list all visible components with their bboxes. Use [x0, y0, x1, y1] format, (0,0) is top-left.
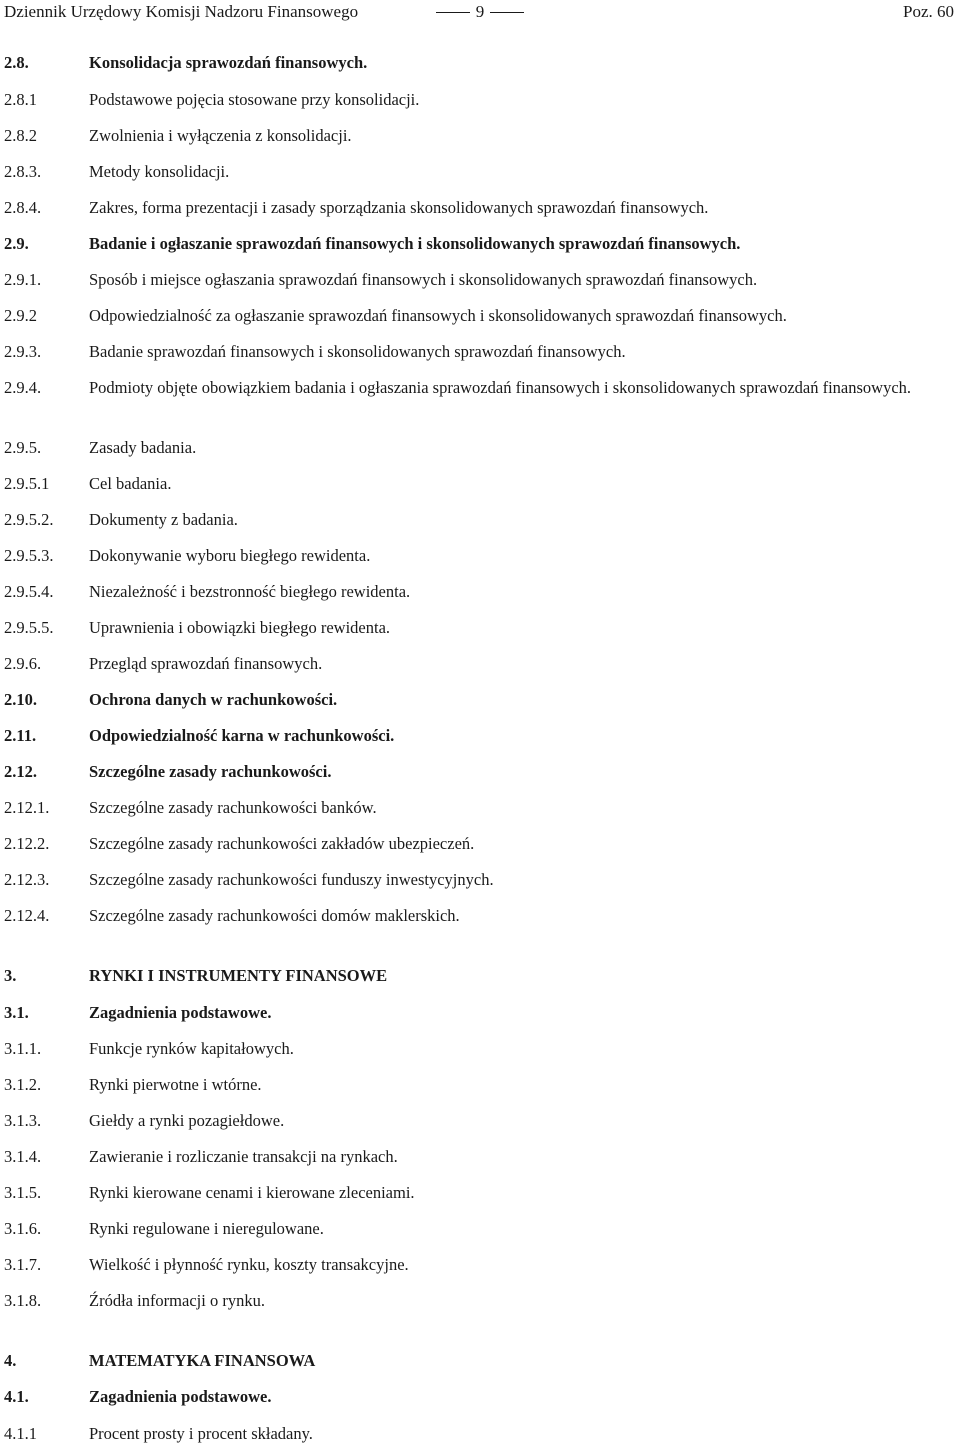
toc-entry-number: 2.8.2 — [4, 126, 37, 145]
toc-entry-number: 3.1.1. — [4, 1039, 42, 1058]
toc-entry-title: Rynki kierowane cenami i kierowane zleceniami. — [89, 1183, 415, 1202]
toc-entry-number: 2.8.3. — [4, 162, 42, 181]
toc-entry-number: 4.1.1 — [4, 1424, 37, 1443]
toc-entry-number: 3.1.7. — [4, 1255, 42, 1274]
toc-entry-title: Odpowiedzialność karna w rachunkowości. — [89, 726, 395, 745]
toc-entry-number: 2.9.5. — [4, 438, 42, 457]
toc-entry-number: 2.9.1. — [4, 270, 42, 289]
journal-title: Dziennik Urzędowy Komisji Nadzoru Finansowego — [4, 2, 359, 21]
toc-entry-number: 3.1.5. — [4, 1183, 42, 1202]
toc-entry-title: Wielkość i płynność rynku, koszty transakcyjne. — [89, 1255, 409, 1274]
toc-entry-number: 4.1. — [4, 1387, 29, 1406]
toc-entry-number: 2.12.2. — [4, 834, 50, 853]
toc-entry-title: Źródła informacji o rynku. — [89, 1291, 265, 1310]
toc-entry-title: Dokonywanie wyboru biegłego rewidenta. — [89, 546, 371, 565]
toc-entry-title: Odpowiedzialność za ogłaszanie sprawozdań finansowych i skonsolidowanych sprawozdań finansowych. — [89, 306, 787, 325]
toc-entry-title: Zawieranie i rozliczanie transakcji na rynkach. — [89, 1147, 398, 1166]
toc-entry-title: Szczególne zasady rachunkowości zakładów ubezpieczeń. — [89, 834, 475, 853]
toc-entry-title: Sposób i miejsce ogłaszania sprawozdań finansowych i skonsolidowanych sprawozdań finansowych. — [89, 270, 758, 289]
toc-entry-title: Zagadnienia podstawowe. — [89, 1387, 272, 1406]
toc-entry-title: Ochrona danych w rachunkowości. — [89, 690, 338, 709]
toc-entry-title: Szczególne zasady rachunkowości funduszy inwestycyjnych. — [89, 870, 494, 889]
toc-entry-title: Zwolnienia i wyłączenia z konsolidacji. — [89, 126, 352, 145]
toc-entry-number: 2.9.3. — [4, 342, 42, 361]
toc-entry-number: 2.9.4. — [4, 378, 42, 397]
toc-entry-number: 2.10. — [4, 690, 37, 709]
toc-entry-title: Cel badania. — [89, 474, 172, 493]
toc-entry-number: 2.12. — [4, 762, 37, 781]
toc-entry-number: 2.9.5.4. — [4, 582, 54, 601]
toc-entry-number: 3.1.2. — [4, 1075, 42, 1094]
toc-entry-title: Dokumenty z badania. — [89, 510, 238, 529]
toc-entry-title: Podmioty objęte obowiązkiem badania i ogłaszania sprawozdań finansowych i skonsolidowanych sprawozdań finansowych. — [89, 378, 912, 397]
toc-entry-number: 2.9.6. — [4, 654, 42, 673]
toc-entry-number: 2.9. — [4, 234, 29, 253]
toc-entry-number: 3.1.3. — [4, 1111, 42, 1130]
toc-entry-title: Podstawowe pojęcia stosowane przy konsolidacji. — [89, 90, 420, 109]
toc-entry-title: Funkcje rynków kapitałowych. — [89, 1039, 294, 1058]
toc-entry-title: Zagadnienia podstawowe. — [89, 1003, 272, 1022]
toc-entry-title: Procent prosty i procent składany. — [89, 1424, 313, 1443]
toc-entry-number: 2.9.5.3. — [4, 546, 54, 565]
toc-entry-title: Przegląd sprawozdań finansowych. — [89, 654, 323, 673]
toc-entry-title: Badanie sprawozdań finansowych i skonsolidowanych sprawozdań finansowych. — [89, 342, 626, 361]
toc-entry-number: 2.12.4. — [4, 906, 50, 925]
toc-entry-number: 2.9.5.2. — [4, 510, 54, 529]
toc-entry-title: Niezależność i bezstronność biegłego rewidenta. — [89, 582, 411, 601]
toc-entry-title: Badanie i ogłaszanie sprawozdań finansowych i skonsolidowanych sprawozdań finansowych. — [89, 234, 741, 253]
toc-entry-title: Konsolidacja sprawozdań finansowych. — [89, 53, 368, 72]
toc-entry-number: 2.8. — [4, 53, 29, 72]
toc-entry-number: 3.1.8. — [4, 1291, 42, 1310]
toc-entry-number: 2.11. — [4, 726, 37, 745]
toc-entry-title: Zasady badania. — [89, 438, 197, 457]
toc-entry-title: Giełdy a rynki pozagiełdowe. — [89, 1111, 285, 1130]
position-number: Poz. 60 — [903, 2, 954, 21]
toc-entry-title: RYNKI I INSTRUMENTY FINANSOWE — [89, 966, 388, 985]
toc-entry-number: 2.9.5.1 — [4, 474, 50, 493]
toc-entry-title: Rynki pierwotne i wtórne. — [89, 1075, 262, 1094]
toc-entry-number: 2.12.1. — [4, 798, 50, 817]
toc-entry-title: Szczególne zasady rachunkowości domów maklerskich. — [89, 906, 460, 925]
toc-entry-number: 2.12.3. — [4, 870, 50, 889]
toc-entry-title: Szczególne zasady rachunkowości banków. — [89, 798, 377, 817]
toc-entry-number: 4. — [4, 1351, 17, 1370]
toc-entry-number: 2.8.4. — [4, 198, 42, 217]
toc-entry-title: Szczególne zasady rachunkowości. — [89, 762, 332, 781]
toc-entry-title: Zakres, forma prezentacji i zasady sporządzania skonsolidowanych sprawozdań finansowych. — [89, 198, 709, 217]
toc-entry-number: 3. — [4, 966, 17, 985]
toc-entry-number: 2.9.2 — [4, 306, 37, 325]
toc-entry-number: 2.8.1 — [4, 90, 37, 109]
toc-entry-title: Rynki regulowane i nieregulowane. — [89, 1219, 324, 1238]
toc-entry-title: MATEMATYKA FINANSOWA — [89, 1351, 316, 1370]
toc-entry-number: 3.1. — [4, 1003, 29, 1022]
toc-entry-title: Uprawnienia i obowiązki biegłego rewidenta. — [89, 618, 391, 637]
toc-entry-title: Metody konsolidacji. — [89, 162, 230, 181]
toc-entry-number: 3.1.4. — [4, 1147, 42, 1166]
page-number: 9 — [475, 2, 485, 21]
toc-entry-number: 3.1.6. — [4, 1219, 42, 1238]
toc-entry-number: 2.9.5.5. — [4, 618, 54, 637]
